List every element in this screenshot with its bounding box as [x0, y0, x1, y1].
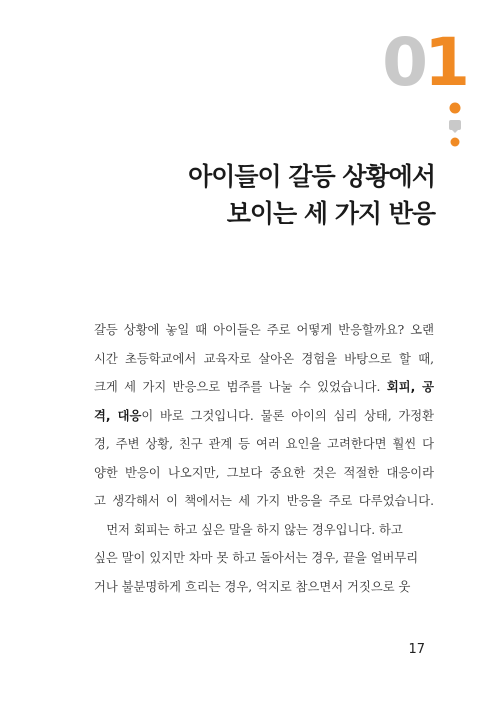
paragraph-1 [94, 316, 434, 516]
text-line: 고 생각해서 이 책에서는 세 가지 반응을 주로 다루었습니다. [94, 494, 434, 508]
text-line: 양한 반응이 나오지만, 그보다 중요한 것은 적절한 대응이라 [94, 465, 434, 480]
text-line: 시간 초등학교에서 교육자로 살아온 경험을 바탕으로 할 때, [94, 351, 434, 366]
text-line: 경, 주변 상황, 친구 관계 등 여러 요인을 고려한다면 훨씬 다 [94, 437, 434, 451]
text-line: 싶은 말이 있지만 차마 못 하고 돌아서는 경우, 끝을 얼버무리 [94, 551, 419, 565]
chapter-number [382, 24, 466, 101]
chapter-digit-one: 1 [424, 24, 466, 101]
text-span: 크게 세 가지 반응으로 범주를 나눌 수 있었습니다. [94, 380, 387, 394]
text-span: 이 바로 그것입니다. 물론 아이의 심리 상태, 가정환 [141, 408, 434, 423]
chapter-ornament-icon [445, 100, 465, 150]
chapter-digit-zero: 0 [382, 24, 425, 101]
body-text [94, 316, 434, 601]
text-line [94, 373, 434, 402]
paragraph-2 [94, 516, 434, 602]
text-line: 거나 불분명하게 흐리는 경우, 억지로 참으면서 거짓으로 웃 [94, 579, 411, 594]
text-line: 갈등 상황에 놓일 때 아이들은 주로 어떻게 반응할까요? 오랜 [94, 323, 434, 337]
heading-line-2: 보이는 세 가지 반응 [226, 199, 435, 228]
bold-keywords: 격, 대응 [94, 408, 142, 423]
bold-keywords: 회피, 공 [386, 380, 434, 394]
page-number: 17 [408, 642, 425, 657]
heading-line-1: 아이들이 갈등 상황에서 [188, 162, 435, 191]
text-line: 먼저 회피는 하고 싶은 말을 하지 않는 경우입니다. 하고 [106, 522, 403, 537]
chapter-heading [188, 158, 435, 232]
text-line [94, 402, 434, 431]
